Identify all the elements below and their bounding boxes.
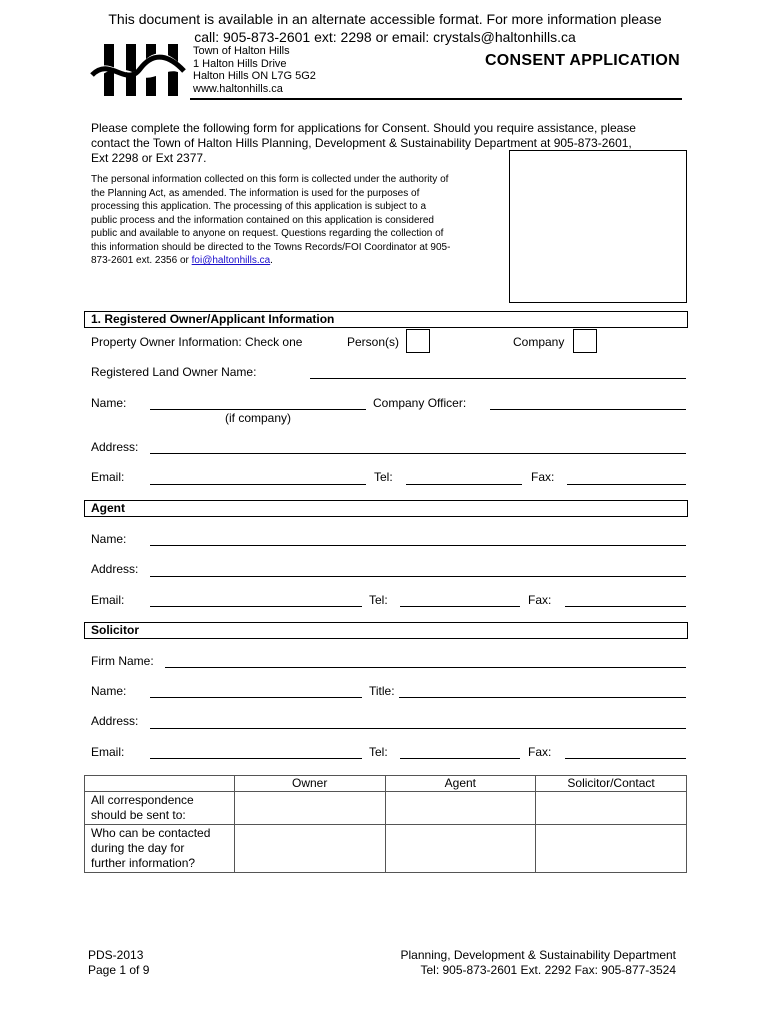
privacy-line: this information should be directed to the Towns Records/FOI Coordinator at 905- [91,241,451,253]
owner-name-label: Name: [91,396,127,410]
row-label [85,825,235,873]
solicitor-email-label: Email: [91,745,125,759]
company-officer-label: Company Officer: [373,396,467,410]
owner-tel-field[interactable] [406,484,522,485]
owner-tel-label: Tel: [374,470,393,484]
solicitor-email-field[interactable] [150,758,362,759]
company-label: Company [513,335,565,349]
town-logo [90,42,186,100]
section-solicitor-heading [84,622,688,639]
section-heading-text: Solicitor [91,623,140,637]
solicitor-title-label: Title: [369,684,395,698]
owner-name-field[interactable] [150,409,366,410]
contact-agent-cell[interactable] [385,825,536,873]
agent-email-label: Email: [91,593,125,607]
section-owner-heading [84,311,688,328]
check-one-label: Property Owner Information: Check one [91,335,303,349]
row-label-line: Who can be contacted [91,826,211,840]
company-officer-field[interactable] [490,409,686,410]
solicitor-address-field[interactable] [150,728,686,729]
persons-label: Person(s) [347,335,400,349]
table-corner-cell [85,776,235,792]
owner-email-field[interactable] [150,484,366,485]
row-label-line: All correspondence [91,793,194,807]
privacy-line: the Planning Act, as amended. The information is used for the purposes of [91,187,420,199]
column-header-agent: Agent [385,776,536,792]
table-row [85,825,687,873]
intro-line: Ext 2298 or Ext 2377. [91,151,207,165]
land-owner-label: Registered Land Owner Name: [91,365,257,379]
website-link[interactable]: www.haltonhills.ca [193,82,283,95]
page-number: Page 1 of 9 [88,963,150,977]
privacy-line: public process and the information contained on this application is considered [91,214,434,226]
accessibility-notice [0,10,770,46]
row-label-line: during the day for [91,841,185,855]
address-line: Halton Hills ON L7G 5G2 [193,70,316,82]
agent-name-label: Name: [91,532,127,546]
persons-checkbox[interactable] [406,329,430,353]
correspondence-owner-cell[interactable] [234,792,385,825]
agent-address-label: Address: [91,562,139,576]
agent-fax-label: Fax: [528,593,552,607]
agent-tel-field[interactable] [400,606,520,607]
owner-email-label: Email: [91,470,125,484]
company-checkbox[interactable] [573,329,597,353]
row-label-line: should be sent to: [91,808,186,822]
office-use-box [509,150,687,303]
solicitor-title-field[interactable] [399,697,686,698]
solicitor-fax-field[interactable] [565,758,686,759]
row-label-line: further information? [91,856,196,870]
solicitor-name-label: Name: [91,684,127,698]
form-code: PDS-2013 [88,948,144,962]
address-line: Town of Halton Hills [193,45,290,57]
land-owner-field[interactable] [310,378,686,379]
notice-line-1: This document is available in an alternate accessible format. For more information please [108,11,662,27]
section-heading-text: 1. Registered Owner/Applicant Information [91,312,335,326]
privacy-text: . [270,255,273,266]
table-row [85,792,687,825]
agent-tel-label: Tel: [369,593,388,607]
footer-left [88,948,149,978]
agent-fax-field[interactable] [565,606,686,607]
privacy-line: public and available to anyone on request. Questions regarding the collection of [91,228,444,239]
firm-name-label: Firm Name: [91,654,154,668]
privacy-line: processing this application. The processing of this application is subject to a [91,201,427,212]
intro-line: Please complete the following form for applications for Consent. Should you require assistance, please [91,121,636,135]
owner-address-field[interactable] [150,453,686,454]
agent-email-field[interactable] [150,606,362,607]
privacy-line: The personal information collected on this form is collected under the authority of [91,174,449,185]
privacy-text: 873-2601 ext. 2356 or [91,255,192,266]
contact-owner-cell[interactable] [234,825,385,873]
column-header-owner: Owner [234,776,385,792]
correspondence-solicitor-cell[interactable] [536,792,687,825]
owner-fax-field[interactable] [567,484,686,485]
halton-hills-logo-icon [90,42,186,100]
correspondence-agent-cell[interactable] [385,792,536,825]
row-label [85,792,235,825]
department-name: Planning, Development & Sustainability Department [400,948,676,962]
solicitor-tel-field[interactable] [400,758,520,759]
firm-name-field[interactable] [165,667,686,668]
solicitor-fax-label: Fax: [528,745,552,759]
solicitor-name-field[interactable] [150,697,362,698]
section-agent-heading [84,500,688,517]
header-rule [190,98,682,100]
foi-email-link[interactable]: foi@haltonhills.ca [191,255,271,266]
page-title: CONSENT APPLICATION [484,52,680,69]
correspondence-table [84,775,687,873]
town-address [193,45,316,95]
privacy-line [91,254,505,268]
owner-address-label: Address: [91,440,139,454]
owner-fax-label: Fax: [531,470,555,484]
address-line: 1 Halton Hills Drive [193,57,287,70]
table-header-row [85,776,687,792]
contact-solicitor-cell[interactable] [536,825,687,873]
column-header-solicitor: Solicitor/Contact [536,776,687,792]
if-company-note: (if company) [225,411,292,425]
solicitor-tel-label: Tel: [369,745,388,759]
footer-right [401,948,676,978]
department-contact: Tel: 905-873-2601 Ext. 2292 Fax: 905-877-3524 [420,963,676,977]
agent-name-field[interactable] [150,545,686,546]
solicitor-address-label: Address: [91,714,139,728]
section-heading-text: Agent [91,501,125,515]
notice-line-2: call: 905-873-2601 ext: 2298 or email: crystals@haltonhills.ca [194,29,576,45]
intro-line: contact the Town of Halton Hills Planning, Development & Sustainability Department at 905-873-2601, [91,136,632,150]
agent-address-field[interactable] [150,576,686,577]
privacy-notice [91,173,505,268]
